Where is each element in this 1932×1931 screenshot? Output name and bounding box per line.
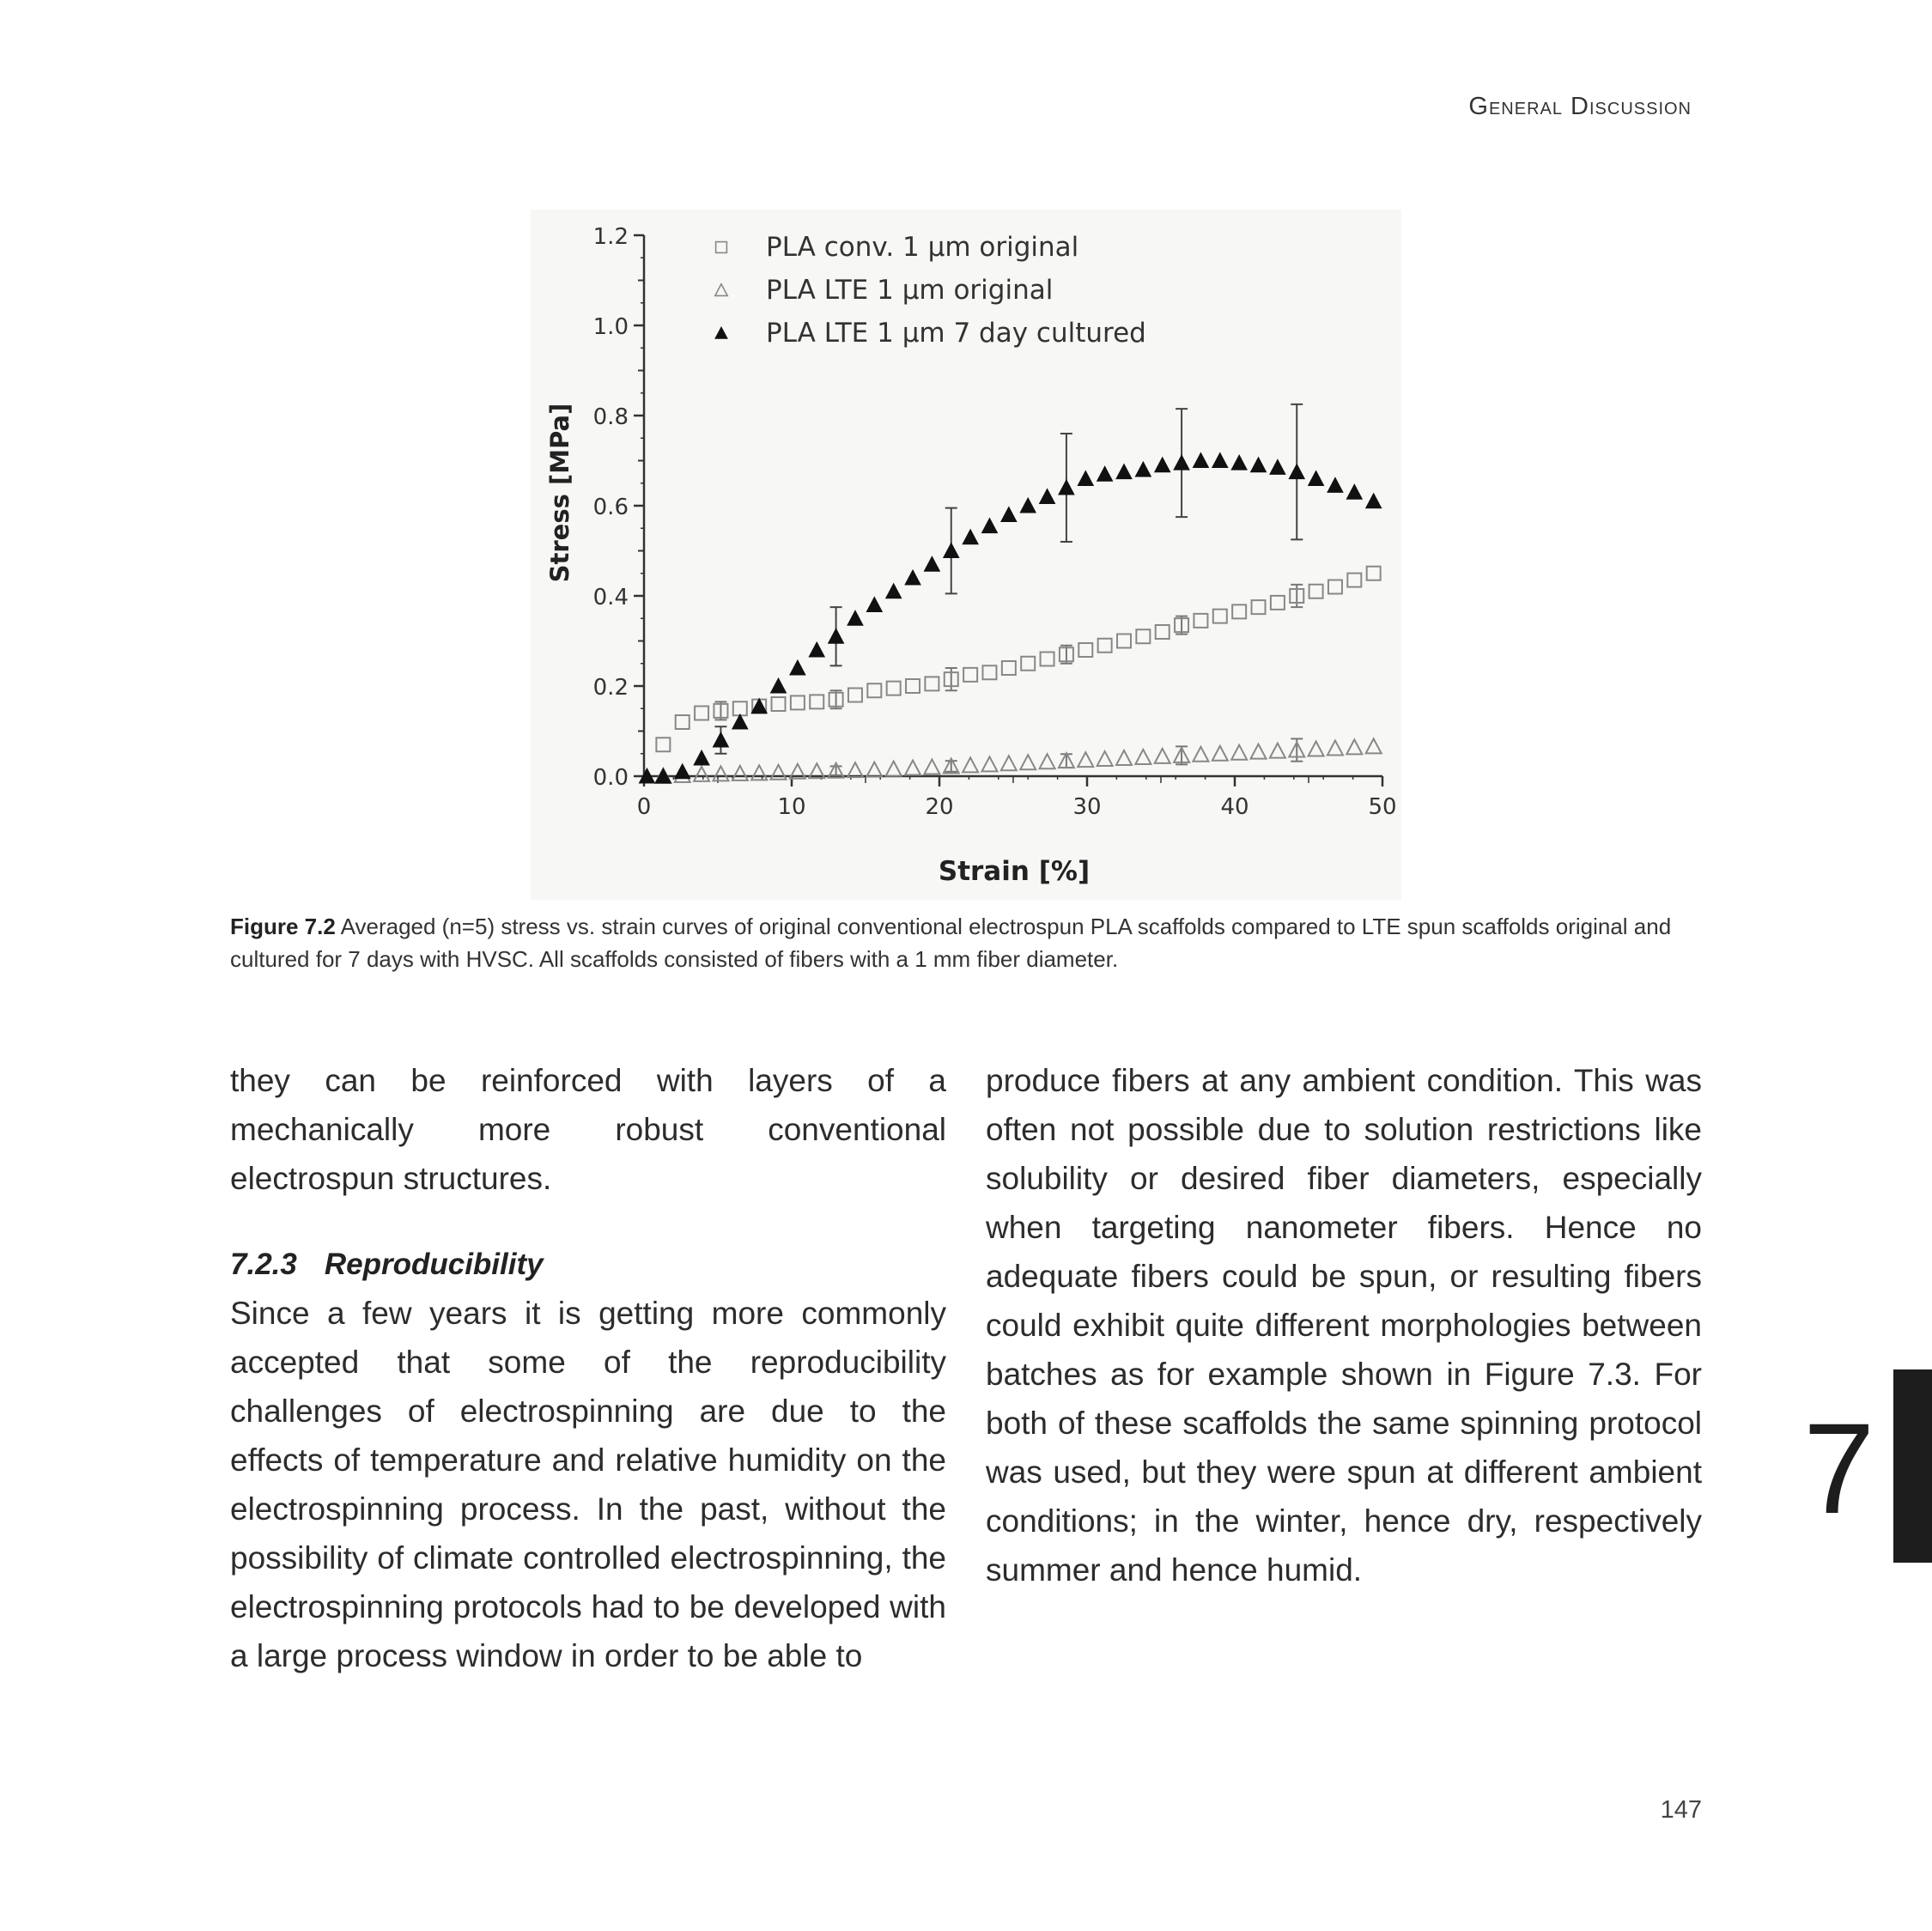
section-heading [230, 1240, 946, 1289]
legend-label: PLA LTE 1 µm original [766, 275, 1054, 306]
data-point [963, 668, 977, 682]
data-point [713, 766, 728, 780]
data-point [1001, 756, 1017, 770]
x-tick-label: 10 [777, 794, 806, 820]
data-point [924, 556, 939, 571]
data-point [1020, 755, 1036, 769]
data-point [1366, 494, 1382, 508]
paragraph: produce fibers at any ambient condition. This was often not possible due to solution restrictions like solubility or desired fiber diameters, especially when targeting nanometer fibers. Hence no adequate fibers could be spun, or resulting fibers could exhibit quite different morphologies between batches as for example shown in Figure 7.3. For both of these scaffolds the same spinning protocol was used, but they were spun at different ambient conditions; in the winter, hence dry, respectively summer and hence humid. [986, 1063, 1702, 1588]
data-point [772, 697, 786, 711]
figure-label: Figure 7.2 [230, 914, 336, 939]
data-point [1097, 466, 1113, 481]
data-point [1097, 751, 1113, 766]
figure-caption [230, 910, 1703, 975]
data-point [810, 695, 823, 708]
data-point [1135, 750, 1151, 764]
data-point [1116, 750, 1132, 765]
y-tick-label: 0.8 [592, 404, 629, 430]
y-tick-label: 1.0 [592, 314, 629, 340]
data-point [1155, 749, 1170, 763]
series-0 [656, 567, 1380, 752]
legend-item-2 [715, 318, 1146, 349]
figure-stress-strain [531, 209, 1401, 900]
y-tick-label: 0.6 [592, 495, 629, 520]
paragraph: they can be reinforced with layers of a mechanically more robust conventional electrospun structures. [230, 1063, 946, 1196]
x-axis-label: Strain [%] [938, 856, 1091, 887]
data-point [1117, 635, 1131, 648]
legend-symbol [715, 327, 727, 339]
data-point [963, 757, 978, 772]
data-point [905, 761, 920, 775]
data-point [1251, 744, 1267, 759]
legend-symbol [716, 242, 727, 253]
legend-item-1 [715, 275, 1054, 306]
data-point [905, 570, 920, 585]
data-point [1212, 453, 1228, 468]
data-point [1232, 604, 1246, 618]
data-point [1040, 754, 1055, 768]
data-point [1020, 498, 1036, 513]
data-point [1251, 458, 1267, 472]
y-tick-label: 0.4 [592, 585, 629, 610]
data-point [1174, 455, 1189, 470]
data-point [1347, 574, 1361, 587]
data-point [1346, 739, 1362, 754]
data-point [887, 682, 901, 695]
data-point [829, 628, 844, 643]
data-point [1212, 746, 1228, 761]
data-point [791, 695, 805, 709]
data-point [1270, 459, 1285, 474]
data-point [694, 767, 709, 781]
x-tick-label: 50 [1368, 794, 1397, 820]
data-point [1367, 567, 1381, 580]
section-title: Reproducibility [324, 1248, 544, 1281]
data-point [1156, 625, 1170, 639]
y-tick-label: 0.0 [592, 765, 629, 791]
x-tick-label: 0 [636, 794, 652, 820]
data-point [1193, 747, 1208, 762]
data-point [924, 760, 939, 774]
data-point [1021, 657, 1035, 671]
data-point [867, 683, 881, 697]
data-point [1078, 752, 1093, 767]
data-point [1135, 462, 1151, 477]
data-point [1309, 471, 1324, 486]
data-point [1366, 738, 1382, 753]
data-point [732, 766, 748, 780]
data-point [694, 750, 709, 765]
data-point [1078, 643, 1092, 657]
data-point [925, 677, 939, 690]
paragraph: Since a few years it is getting more commonly accepted that some of the reproducibility challenges of electrospinning are due to the effects of temperature and relative humidity on the electrospinning process. In the past, without the possibility of climate controlled electrospinning, the electrospinning protocols had to be developed with a large process window in order to be able to [230, 1296, 946, 1673]
x-tick-label: 30 [1072, 794, 1102, 820]
data-point [1002, 661, 1016, 675]
legend-symbol [715, 284, 727, 296]
data-point [981, 756, 997, 771]
data-point [1327, 740, 1343, 755]
data-point [866, 762, 882, 777]
data-point [1193, 453, 1208, 468]
data-point [944, 543, 959, 558]
data-point [866, 598, 882, 612]
data-point [1271, 596, 1285, 610]
chart-axes [593, 224, 1397, 820]
legend-label: PLA conv. 1 µm original [766, 232, 1079, 263]
running-head: General Discussion [1468, 93, 1692, 120]
data-point [1078, 471, 1093, 486]
data-point [1059, 480, 1074, 495]
data-point [906, 679, 920, 693]
data-point [1252, 600, 1266, 614]
section-number: 7.2.3 [230, 1248, 297, 1281]
data-point [1116, 465, 1132, 479]
data-point [695, 707, 708, 720]
data-point [771, 678, 787, 693]
right-column [986, 1056, 1702, 1594]
chapter-thumb-tab [1893, 1369, 1932, 1563]
figure-caption-text: Averaged (n=5) stress vs. strain curves of original conventional electrospun PLA scaffolds compared to LTE spun scaffolds original and cultured for 7 days with HVSC. All scaffolds consisted of fibers with a 1 mm fiber diameter. [230, 914, 1672, 972]
data-point [1098, 639, 1112, 653]
data-point [790, 660, 805, 675]
data-point [848, 762, 863, 777]
data-point [751, 765, 767, 780]
left-column [230, 1056, 946, 1680]
legend-label: PLA LTE 1 µm 7 day cultured [766, 318, 1146, 349]
data-point [1041, 653, 1054, 666]
data-point [676, 715, 690, 729]
data-point [982, 665, 996, 679]
data-point [1346, 484, 1362, 499]
x-tick-label: 40 [1220, 794, 1249, 820]
data-point [1001, 507, 1017, 522]
chart-legend [715, 232, 1146, 349]
data-point [963, 530, 978, 544]
data-point [713, 732, 728, 747]
data-point [809, 642, 824, 657]
data-point [1327, 477, 1343, 492]
data-point [1136, 629, 1150, 643]
series-2 [639, 404, 1381, 783]
data-point [848, 610, 863, 625]
data-point [848, 689, 862, 702]
y-tick-label: 0.2 [592, 675, 629, 701]
legend-item-0 [716, 232, 1079, 263]
data-point [675, 764, 690, 779]
data-point [656, 738, 670, 751]
data-point [733, 701, 747, 715]
data-point [1213, 610, 1227, 623]
y-axis-label: Stress [MPa] [545, 403, 574, 583]
data-point [886, 584, 902, 598]
data-point [1328, 580, 1342, 594]
chapter-marker: 7 [1803, 1396, 1875, 1540]
y-tick-label: 1.2 [592, 224, 629, 250]
data-point [1155, 458, 1170, 472]
page-number: 147 [1660, 1796, 1702, 1824]
data-point [1309, 742, 1324, 756]
data-point [1289, 465, 1304, 479]
data-point [1231, 745, 1247, 760]
data-point [981, 519, 997, 533]
data-point [1231, 455, 1247, 470]
data-point [751, 699, 767, 713]
stress-strain-chart [531, 209, 1401, 900]
data-point [1270, 744, 1285, 758]
x-tick-label: 20 [925, 794, 954, 820]
data-point [1194, 614, 1207, 628]
data-point [1309, 585, 1323, 598]
data-point [1040, 489, 1055, 504]
data-point [732, 714, 748, 729]
data-point [886, 762, 902, 776]
chart-marks [639, 404, 1381, 783]
